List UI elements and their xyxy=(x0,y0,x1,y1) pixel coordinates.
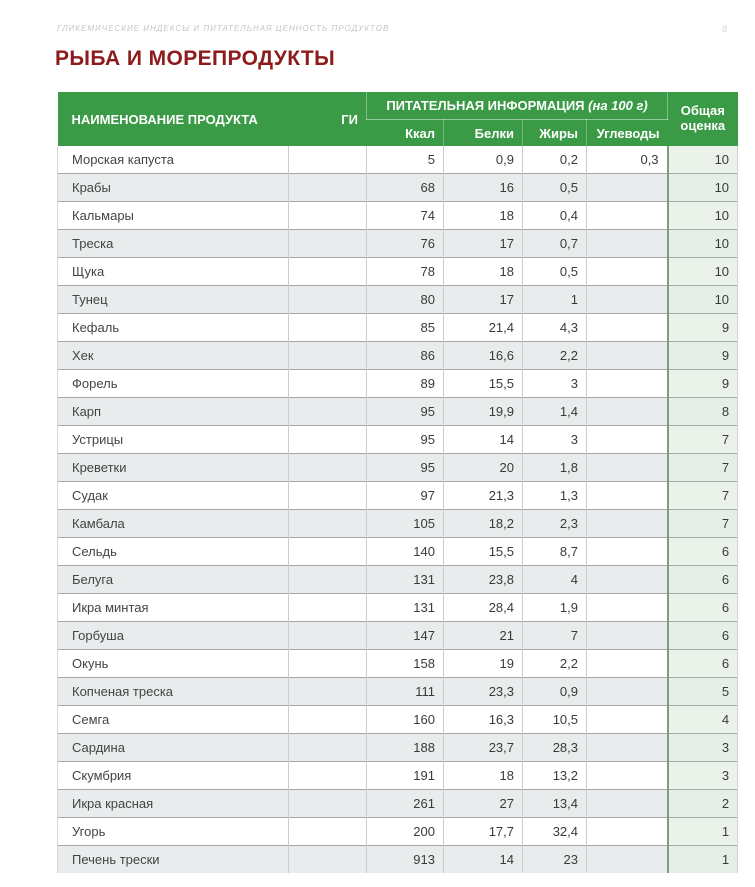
col-header-score xyxy=(668,92,738,146)
cell-score: 6 xyxy=(668,622,738,650)
table-row xyxy=(58,174,738,202)
cell-kcal: 95 xyxy=(367,398,444,426)
cell-kcal: 95 xyxy=(367,454,444,482)
cell-score: 7 xyxy=(668,426,738,454)
cell-kcal: 147 xyxy=(367,622,444,650)
cell-carbs xyxy=(587,286,668,314)
document-running-header xyxy=(57,24,727,34)
cell-product: Судак xyxy=(58,482,289,510)
cell-score: 6 xyxy=(668,538,738,566)
table-row xyxy=(58,818,738,846)
cell-protein: 19 xyxy=(444,650,523,678)
cell-protein: 27 xyxy=(444,790,523,818)
table-row xyxy=(58,342,738,370)
cell-product: Камбала xyxy=(58,510,289,538)
table-row xyxy=(58,314,738,342)
cell-gi xyxy=(289,314,367,342)
cell-fat: 4 xyxy=(523,566,587,594)
table-row xyxy=(58,202,738,230)
cell-gi xyxy=(289,202,367,230)
table-row xyxy=(58,538,738,566)
cell-gi xyxy=(289,650,367,678)
cell-kcal: 78 xyxy=(367,258,444,286)
score-header-line2: оценка xyxy=(680,118,726,133)
cell-gi xyxy=(289,622,367,650)
nutrition-table xyxy=(57,92,738,873)
cell-gi xyxy=(289,762,367,790)
cell-kcal: 95 xyxy=(367,426,444,454)
cell-fat: 1,8 xyxy=(523,454,587,482)
cell-gi xyxy=(289,678,367,706)
cell-carbs xyxy=(587,762,668,790)
cell-protein: 28,4 xyxy=(444,594,523,622)
table-row xyxy=(58,846,738,874)
table-row xyxy=(58,622,738,650)
table-row xyxy=(58,286,738,314)
cell-carbs xyxy=(587,650,668,678)
cell-gi xyxy=(289,734,367,762)
cell-carbs xyxy=(587,790,668,818)
running-header-text: ГЛИКЕМИЧЕСКИЕ ИНДЕКСЫ И ПИТАТЕЛЬНАЯ ЦЕННОСТЬ ПРОДУКТОВ xyxy=(57,24,390,33)
cell-protein: 0,9 xyxy=(444,146,523,174)
cell-carbs xyxy=(587,678,668,706)
table-row xyxy=(58,482,738,510)
cell-kcal: 80 xyxy=(367,286,444,314)
cell-product: Белуга xyxy=(58,566,289,594)
cell-product: Крабы xyxy=(58,174,289,202)
cell-carbs xyxy=(587,482,668,510)
cell-fat: 13,2 xyxy=(523,762,587,790)
cell-fat: 0,5 xyxy=(523,174,587,202)
cell-carbs xyxy=(587,566,668,594)
cell-kcal: 89 xyxy=(367,370,444,398)
cell-protein: 16 xyxy=(444,174,523,202)
cell-gi xyxy=(289,342,367,370)
cell-gi xyxy=(289,398,367,426)
cell-kcal: 85 xyxy=(367,314,444,342)
page-title: РЫБА И МОРЕПРОДУКТЫ xyxy=(55,47,336,70)
cell-protein: 15,5 xyxy=(444,370,523,398)
cell-carbs xyxy=(587,230,668,258)
cell-score: 2 xyxy=(668,790,738,818)
cell-product: Щука xyxy=(58,258,289,286)
cell-gi xyxy=(289,258,367,286)
col-header-nutrition-group xyxy=(367,92,668,120)
page-number: 8 xyxy=(721,24,727,34)
cell-protein: 21,4 xyxy=(444,314,523,342)
cell-protein: 18,2 xyxy=(444,510,523,538)
cell-carbs xyxy=(587,314,668,342)
cell-kcal: 111 xyxy=(367,678,444,706)
cell-fat: 1 xyxy=(523,286,587,314)
cell-product: Кефаль xyxy=(58,314,289,342)
cell-product: Кальмары xyxy=(58,202,289,230)
cell-fat: 23 xyxy=(523,846,587,874)
cell-score: 10 xyxy=(668,258,738,286)
cell-carbs xyxy=(587,622,668,650)
cell-kcal: 105 xyxy=(367,510,444,538)
cell-fat: 4,3 xyxy=(523,314,587,342)
cell-product: Устрицы xyxy=(58,426,289,454)
cell-gi xyxy=(289,846,367,874)
cell-kcal: 68 xyxy=(367,174,444,202)
cell-fat: 0,9 xyxy=(523,678,587,706)
cell-score: 1 xyxy=(668,818,738,846)
table-row xyxy=(58,594,738,622)
cell-kcal: 131 xyxy=(367,566,444,594)
nutrition-group-label: ПИТАТЕЛЬНАЯ ИНФОРМАЦИЯ xyxy=(386,98,585,113)
cell-gi xyxy=(289,482,367,510)
cell-gi xyxy=(289,230,367,258)
cell-carbs xyxy=(587,594,668,622)
cell-carbs xyxy=(587,706,668,734)
cell-protein: 18 xyxy=(444,762,523,790)
cell-protein: 14 xyxy=(444,846,523,874)
cell-carbs xyxy=(587,734,668,762)
cell-carbs xyxy=(587,258,668,286)
cell-score: 6 xyxy=(668,594,738,622)
table-row xyxy=(58,426,738,454)
cell-gi xyxy=(289,538,367,566)
cell-kcal: 97 xyxy=(367,482,444,510)
cell-carbs xyxy=(587,202,668,230)
cell-fat: 1,4 xyxy=(523,398,587,426)
col-header-product: НАИМЕНОВАНИЕ ПРОДУКТА xyxy=(58,92,289,146)
cell-carbs xyxy=(587,370,668,398)
cell-fat: 13,4 xyxy=(523,790,587,818)
cell-score: 10 xyxy=(668,286,738,314)
cell-fat: 8,7 xyxy=(523,538,587,566)
cell-carbs xyxy=(587,818,668,846)
cell-kcal: 131 xyxy=(367,594,444,622)
cell-carbs xyxy=(587,538,668,566)
cell-gi xyxy=(289,706,367,734)
col-header-carbs: Углеводы xyxy=(587,120,668,147)
table-row xyxy=(58,762,738,790)
cell-protein: 21 xyxy=(444,622,523,650)
cell-score: 10 xyxy=(668,146,738,174)
cell-protein: 19,9 xyxy=(444,398,523,426)
table-row xyxy=(58,510,738,538)
cell-fat: 10,5 xyxy=(523,706,587,734)
table-body xyxy=(58,146,738,873)
cell-product: Икра минтая xyxy=(58,594,289,622)
cell-protein: 23,3 xyxy=(444,678,523,706)
cell-score: 6 xyxy=(668,566,738,594)
table-row xyxy=(58,566,738,594)
col-header-gi: ГИ xyxy=(289,92,367,146)
cell-fat: 0,5 xyxy=(523,258,587,286)
cell-score: 7 xyxy=(668,454,738,482)
cell-fat: 0,2 xyxy=(523,146,587,174)
table-row xyxy=(58,678,738,706)
cell-kcal: 74 xyxy=(367,202,444,230)
col-header-fat: Жиры xyxy=(523,120,587,147)
cell-fat: 28,3 xyxy=(523,734,587,762)
cell-fat: 0,4 xyxy=(523,202,587,230)
cell-gi xyxy=(289,790,367,818)
table-row xyxy=(58,230,738,258)
cell-score: 4 xyxy=(668,706,738,734)
cell-gi xyxy=(289,566,367,594)
cell-score: 10 xyxy=(668,174,738,202)
cell-protein: 20 xyxy=(444,454,523,482)
cell-carbs xyxy=(587,342,668,370)
cell-gi xyxy=(289,818,367,846)
cell-protein: 15,5 xyxy=(444,538,523,566)
table-row xyxy=(58,706,738,734)
cell-kcal: 76 xyxy=(367,230,444,258)
cell-protein: 21,3 xyxy=(444,482,523,510)
cell-fat: 32,4 xyxy=(523,818,587,846)
cell-score: 9 xyxy=(668,314,738,342)
cell-product: Семга xyxy=(58,706,289,734)
table-row xyxy=(58,790,738,818)
cell-protein: 16,6 xyxy=(444,342,523,370)
cell-product: Сельдь xyxy=(58,538,289,566)
cell-carbs xyxy=(587,846,668,874)
cell-carbs xyxy=(587,426,668,454)
cell-protein: 23,8 xyxy=(444,566,523,594)
cell-product: Икра красная xyxy=(58,790,289,818)
cell-gi xyxy=(289,370,367,398)
cell-fat: 3 xyxy=(523,370,587,398)
cell-product: Креветки xyxy=(58,454,289,482)
cell-product: Скумбрия xyxy=(58,762,289,790)
cell-score: 9 xyxy=(668,370,738,398)
cell-protein: 23,7 xyxy=(444,734,523,762)
cell-score: 10 xyxy=(668,202,738,230)
cell-carbs: 0,3 xyxy=(587,146,668,174)
table-row xyxy=(58,454,738,482)
cell-protein: 18 xyxy=(444,258,523,286)
cell-carbs xyxy=(587,174,668,202)
cell-score: 5 xyxy=(668,678,738,706)
cell-score: 1 xyxy=(668,846,738,874)
table-row xyxy=(58,146,738,174)
cell-fat: 0,7 xyxy=(523,230,587,258)
cell-kcal: 191 xyxy=(367,762,444,790)
cell-protein: 16,3 xyxy=(444,706,523,734)
cell-product: Морская капуста xyxy=(58,146,289,174)
cell-protein: 17,7 xyxy=(444,818,523,846)
cell-fat: 3 xyxy=(523,426,587,454)
cell-score: 3 xyxy=(668,734,738,762)
cell-fat: 2,3 xyxy=(523,510,587,538)
cell-fat: 2,2 xyxy=(523,342,587,370)
cell-kcal: 913 xyxy=(367,846,444,874)
cell-gi xyxy=(289,146,367,174)
col-header-kcal: Ккал xyxy=(367,120,444,147)
cell-score: 9 xyxy=(668,342,738,370)
cell-product: Форель xyxy=(58,370,289,398)
cell-product: Печень трески xyxy=(58,846,289,874)
cell-gi xyxy=(289,426,367,454)
cell-score: 10 xyxy=(668,230,738,258)
nutrition-group-note: (на 100 г) xyxy=(588,98,648,113)
cell-carbs xyxy=(587,454,668,482)
cell-fat: 7 xyxy=(523,622,587,650)
cell-gi xyxy=(289,286,367,314)
cell-product: Сардина xyxy=(58,734,289,762)
cell-protein: 17 xyxy=(444,286,523,314)
table-row xyxy=(58,398,738,426)
cell-fat: 2,2 xyxy=(523,650,587,678)
cell-kcal: 160 xyxy=(367,706,444,734)
cell-kcal: 140 xyxy=(367,538,444,566)
cell-protein: 14 xyxy=(444,426,523,454)
cell-product: Хек xyxy=(58,342,289,370)
cell-product: Окунь xyxy=(58,650,289,678)
cell-kcal: 158 xyxy=(367,650,444,678)
cell-kcal: 261 xyxy=(367,790,444,818)
cell-gi xyxy=(289,174,367,202)
cell-carbs xyxy=(587,510,668,538)
cell-protein: 18 xyxy=(444,202,523,230)
cell-fat: 1,9 xyxy=(523,594,587,622)
cell-score: 3 xyxy=(668,762,738,790)
cell-product: Карп xyxy=(58,398,289,426)
score-header-line1: Общая xyxy=(680,103,725,119)
cell-kcal: 86 xyxy=(367,342,444,370)
cell-kcal: 200 xyxy=(367,818,444,846)
cell-fat: 1,3 xyxy=(523,482,587,510)
cell-carbs xyxy=(587,398,668,426)
cell-gi xyxy=(289,510,367,538)
cell-score: 7 xyxy=(668,510,738,538)
cell-gi xyxy=(289,454,367,482)
cell-score: 7 xyxy=(668,482,738,510)
cell-kcal: 188 xyxy=(367,734,444,762)
table-row xyxy=(58,258,738,286)
cell-product: Копченая треска xyxy=(58,678,289,706)
table-header xyxy=(58,92,738,146)
cell-product: Горбуша xyxy=(58,622,289,650)
cell-product: Тунец xyxy=(58,286,289,314)
cell-score: 8 xyxy=(668,398,738,426)
cell-kcal: 5 xyxy=(367,146,444,174)
cell-score: 6 xyxy=(668,650,738,678)
table-row xyxy=(58,650,738,678)
cell-product: Треска xyxy=(58,230,289,258)
cell-product: Угорь xyxy=(58,818,289,846)
cell-protein: 17 xyxy=(444,230,523,258)
col-header-protein: Белки xyxy=(444,120,523,147)
table-row xyxy=(58,370,738,398)
table-row xyxy=(58,734,738,762)
cell-gi xyxy=(289,594,367,622)
